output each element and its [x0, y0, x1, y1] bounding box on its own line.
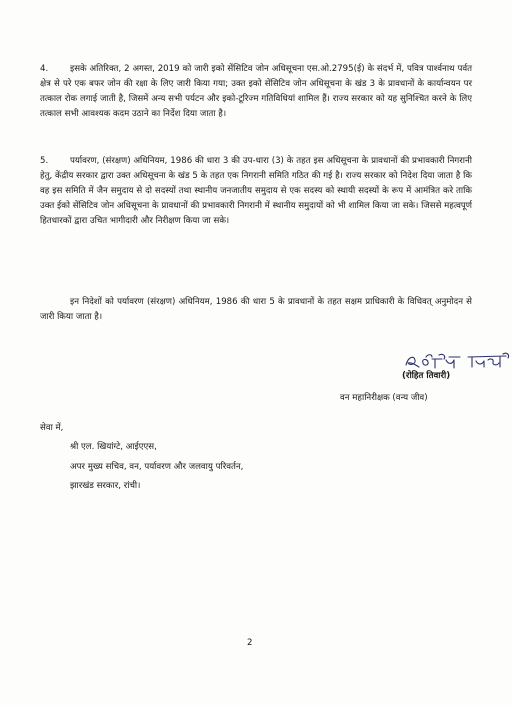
paragraph-5	[40, 154, 472, 229]
paragraph-4-text: इसके अतिरिक्त, 2 अगस्त, 2019 को जारी इको सेंसिटिव जोन अधिसूचना एस.ओ.2795(ई) के संदर्भ में, पवित्र पार्श्वनाथ पर्वत क्षेत्र से परे एक बफर जोन की रक्षा के लिए जारी किया गया; उक्त इको सेंसिटिव जोन अधिसूचना के खंड 3 के प्रावधानों के कार्यान्वयन पर तत्काल रोक लगाई जाती है, जिसमें अन्य सभी पर्यटन और इको-टूरिज्म गतिविधियां शामिल हैं। राज्य सरकार को यह सुनिश्चित करने के लिए तत्काल सभी आवश्यक कदम उठाने का निर्देश दिया जाता है।	[40, 64, 472, 119]
addressee-line: श्री एल. खियांग्टे, आईएएस,	[70, 442, 157, 452]
paragraph-5-number: 5.	[40, 156, 49, 166]
closing-paragraph	[40, 295, 472, 325]
signatory-name: (रोहित तिवारी)	[402, 371, 451, 381]
closing-paragraph-text: इन निदेशों को पर्यावरण (संरक्षण) अधिनियम, 1986 की धारा 5 के प्रावधानों के तहत सक्षम प्राधिकारी के विधिवत् अनुमोदन से जारी किया जाता है।	[40, 297, 472, 322]
paragraph-5-text: पर्यावरण, (संरक्षण) अधिनियम, 1986 की धारा 3 की उप-धारा (3) के तहत इस अधिसूचना के प्रावधानों की प्रभावकारी निगरानी हेतु, केंद्रीय सरकार द्वारा उक्त अधिसूचना के खंड 5 के तहत एक निगरानी समिति गठित की गई है। राज्य सरकार को निदेश दिया जाता है कि वह इस समिति में जैन समुदाय से दो सदस्यों तथा स्थानीय जनजातीय समुदाय से एक सदस्य को स्थायी सदस्यों के रूप में आमंत्रित करे ताकि उक्त ईको सेंसिटिव जोन अधिसूचना के प्रावधानों की प्रभावकारी निगरानी में स्थानीय समुदायों को भी शामिल किया जा सके। जिससे महत्वपूर्ण हितधारकों द्वारा उचित भागीदारी और निरीक्षण किया जा सके।	[40, 156, 472, 226]
signatory-designation: वन महानिरीक्षक (वन्य जीव)	[340, 393, 428, 403]
addressee-line: झारखंड सरकार, रांची।	[70, 481, 141, 491]
handwritten-signature	[402, 349, 512, 371]
page-number: 2	[247, 638, 253, 648]
paragraph-4-number: 4.	[40, 64, 49, 74]
paragraph-4	[40, 62, 472, 122]
addressee-line: अपर मुख्य सचिव, वन, पर्यावरण और जलवायु परिवर्तन,	[70, 462, 244, 472]
addressee-label: सेवा में,	[40, 423, 64, 433]
